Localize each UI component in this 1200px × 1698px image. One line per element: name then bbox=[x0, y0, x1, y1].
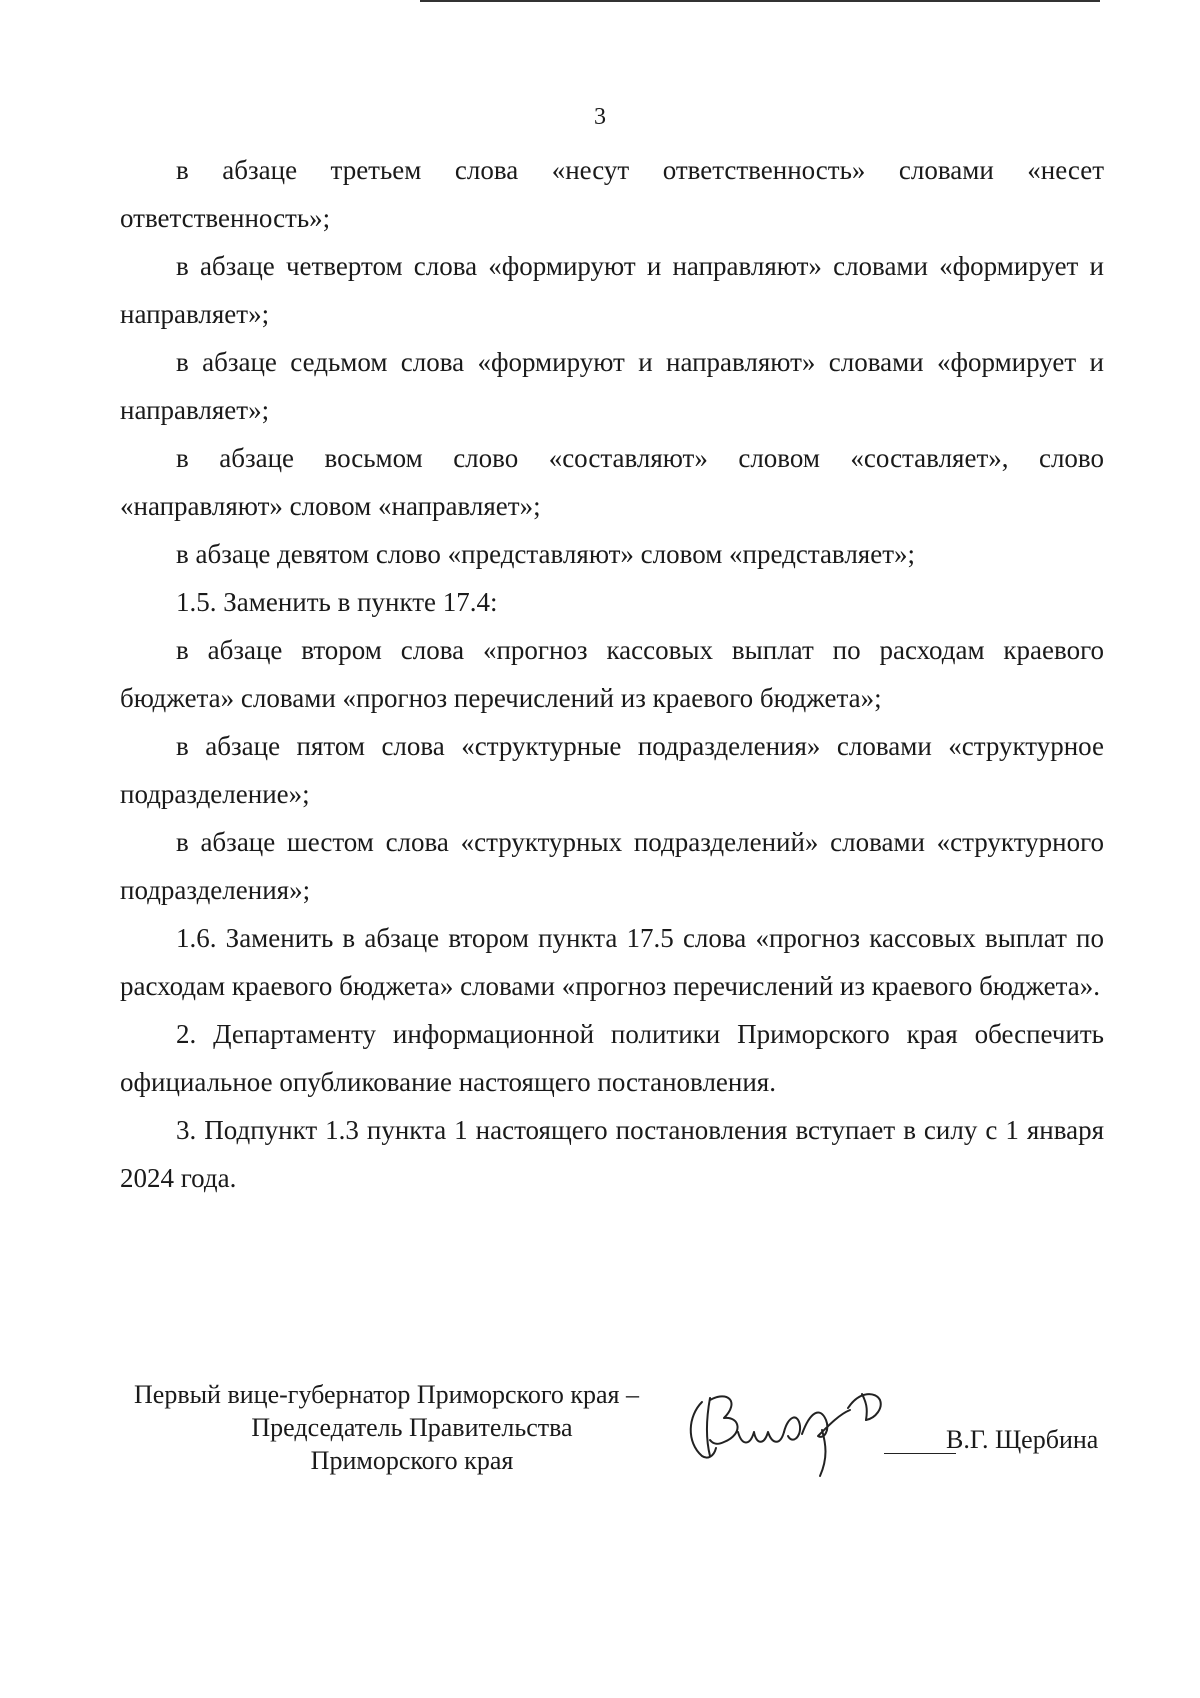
page-number: 3 bbox=[594, 104, 606, 130]
paragraph-7: в абзаце втором слова «прогноз кассовых выплат по расходам краевого бюджета» словами «прогноз перечислений из краевого бюджета»; bbox=[120, 635, 1104, 713]
handwritten-signature-icon bbox=[680, 1372, 890, 1482]
position-line-3: Приморского края bbox=[310, 1446, 514, 1475]
paragraph-4: в абзаце восьмом слово «составляют» словом «составляет», слово «направляют» словом «направляет»; bbox=[120, 443, 1104, 521]
paragraph-2: в абзаце четвертом слова «формируют и направляют» словами «формирует и направляет»; bbox=[120, 251, 1104, 329]
top-edge-rule bbox=[420, 0, 1100, 2]
paragraph-5: в абзаце девятом слово «представляют» словом «представляет»; bbox=[176, 539, 916, 569]
paragraph-3: в абзаце седьмом слова «формируют и направляют» словами «формирует и направляет»; bbox=[120, 347, 1104, 425]
paragraph-6: 1.5. Заменить в пункте 17.4: bbox=[176, 587, 498, 617]
signatory-name: В.Г. Щербина bbox=[946, 1425, 1099, 1454]
paragraph-12: 3. Подпункт 1.3 пункта 1 настоящего постановления вступает в силу с 1 января 2024 года. bbox=[120, 1115, 1104, 1193]
paragraph-9: в абзаце шестом слова «структурных подразделений» словами «структурного подразделения»; bbox=[120, 827, 1104, 905]
position-line-1: Первый вице-губернатор Приморского края – bbox=[134, 1380, 639, 1409]
paragraph-8: в абзаце пятом слова «структурные подразделения» словами «структурное подразделение»; bbox=[120, 731, 1104, 809]
signatory-position bbox=[134, 1378, 690, 1477]
position-line-2: Председатель Правительства bbox=[251, 1413, 573, 1442]
paragraph-11: 2. Департаменту информационной политики Приморского края обеспечить официальное опубликование настоящего постановления. bbox=[120, 1019, 1104, 1097]
paragraph-10: 1.6. Заменить в абзаце втором пункта 17.5 слова «прогноз кассовых выплат по расходам краевого бюджета» словами «прогноз перечислений из краевого бюджета». bbox=[120, 923, 1104, 1001]
paragraph-1: в абзаце третьем слова «несут ответственность» словами «несет ответственность»; bbox=[120, 155, 1104, 233]
document-body bbox=[120, 146, 1104, 1202]
